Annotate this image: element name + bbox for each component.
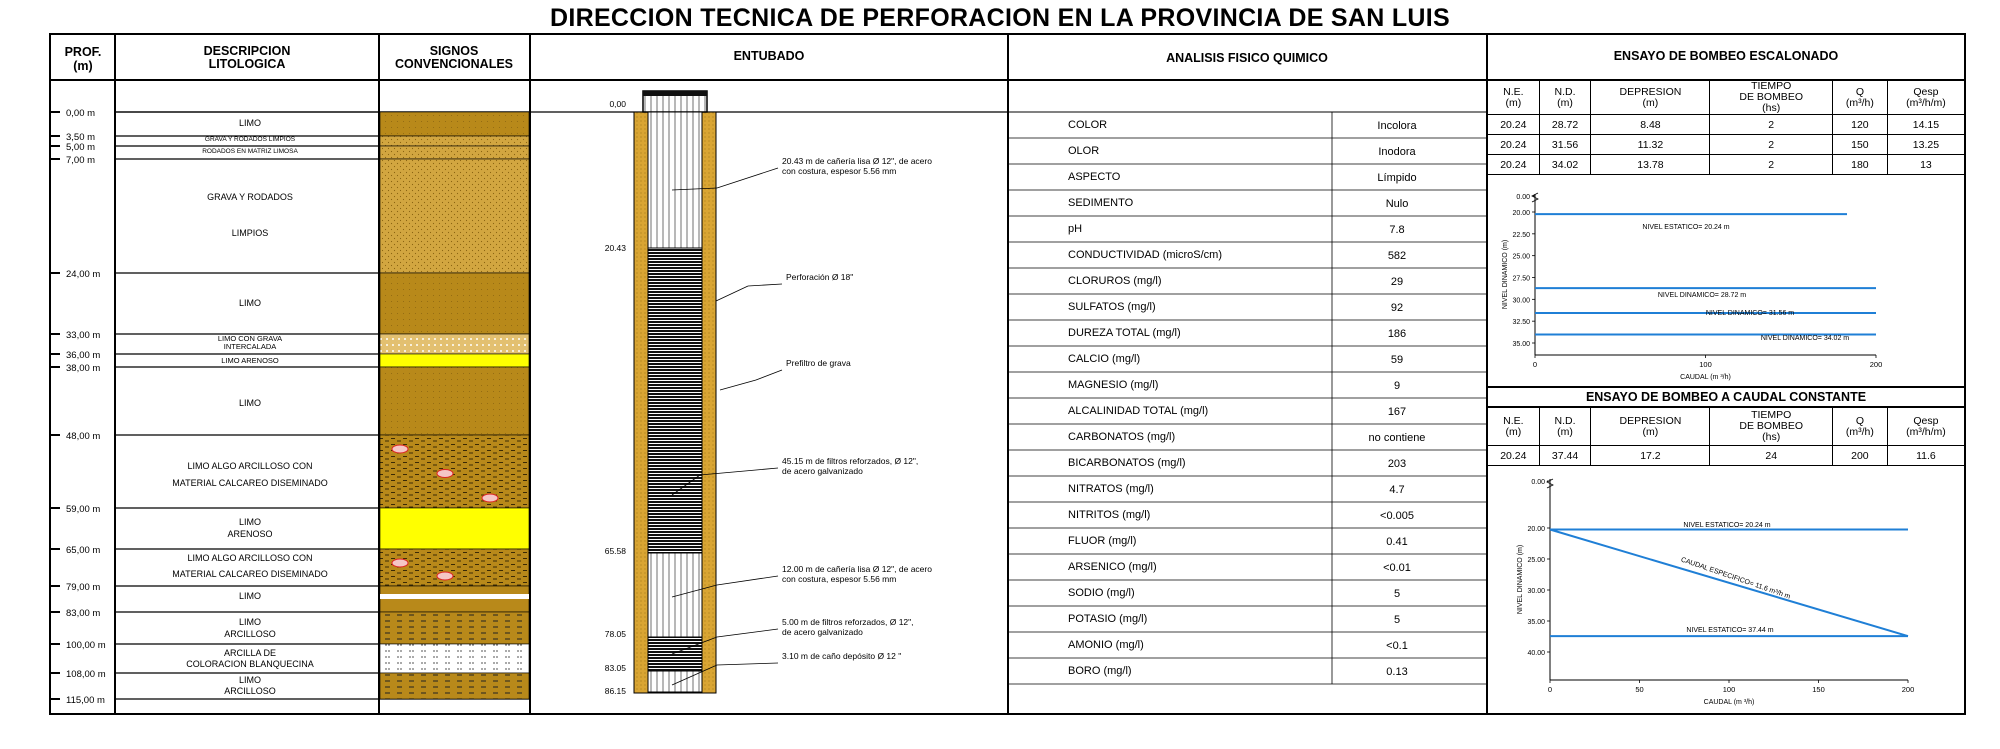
lithology-label: ARCILLA DE	[223, 648, 277, 658]
lithology-label: RODADOS EN MATRIZ LIMOSA	[202, 148, 298, 155]
lithology-label: LIMO	[238, 675, 262, 685]
table-cell: 11.6	[1887, 446, 1964, 466]
table-cell: 20.24	[1488, 155, 1540, 175]
pump-header-tiempo	[1710, 81, 1832, 115]
pump-header-line: (m³/h)	[1845, 425, 1874, 438]
calcareo-nodule	[392, 559, 408, 567]
lithology-symbol-grava	[380, 136, 529, 146]
lithology-label: ARCILLOSO	[224, 629, 276, 639]
lithology-label: GRAVA Y RODADOS	[207, 192, 293, 202]
analisis-value: 0.13	[1386, 666, 1408, 678]
analisis-param: BICARBONATOS (mg/l)	[1068, 457, 1186, 469]
header-prof-line2: (m)	[73, 59, 93, 73]
chart-x-label: CAUDAL (m ³/h)	[1680, 374, 1731, 381]
depth-label: 48,00 m	[66, 431, 101, 442]
analisis-value: <0.1	[1386, 640, 1408, 652]
lithology-label: LIMO ALGO ARCILLOSO CON	[187, 553, 313, 563]
casing-depth-label: 20.43	[604, 243, 626, 253]
table-cell: 13	[1887, 155, 1964, 175]
table-cell: 120	[1832, 115, 1887, 135]
pump-header-line: (m³/h/m)	[1906, 96, 1946, 109]
analisis-value: 7.8	[1389, 224, 1405, 236]
analisis-value: 5	[1393, 614, 1401, 626]
casing-blank-1	[648, 112, 702, 248]
casing-annotation: Prefiltro de grava	[786, 358, 851, 368]
pump-header-nd	[1539, 81, 1591, 115]
chart-y-tick-label: 30.00	[1527, 588, 1545, 595]
annotation-leader	[717, 629, 778, 637]
chart-series-label: NIVEL DINAMICO= 28.72 m	[1657, 292, 1747, 299]
chart-y-tick-label: 0.00	[1516, 194, 1530, 201]
chart-x-tick-label: 200	[1869, 360, 1883, 369]
axis-break-icon	[1547, 479, 1553, 488]
lithology-label: COLORACION BLANQUECINA	[186, 659, 314, 669]
casing-annotation: 45.15 m de filtros reforzados, Ø 12",	[782, 456, 919, 466]
lithology-label: MATERIAL CALCAREO DISEMINADO	[172, 569, 328, 579]
analisis-param: SULFATOS (mg/l)	[1068, 301, 1156, 313]
pump-header-line: (m)	[1642, 96, 1659, 109]
annotation-leader	[716, 286, 748, 301]
table-row	[1488, 446, 1965, 466]
annotation-leader	[717, 576, 778, 585]
pump-header-line: N.E.	[1503, 414, 1524, 427]
chart-x-tick-label: 100	[1722, 685, 1736, 694]
table-cell: 34.02	[1539, 155, 1591, 175]
table-cell: 14.15	[1887, 115, 1964, 135]
header-descripcion-line1: DESCRIPCION	[203, 44, 291, 58]
calcareo-nodule	[437, 470, 453, 478]
pump-header-line: TIEMPO	[1751, 80, 1792, 92]
depth-label: 5,00 m	[66, 142, 96, 153]
analisis-value: 582	[1387, 250, 1407, 262]
analisis-value: <0.01	[1383, 562, 1411, 574]
chart-y-tick-label: 0.00	[1531, 479, 1545, 486]
screen-2	[648, 637, 702, 671]
lithology-symbol-limo	[380, 273, 529, 334]
table-cell: 150	[1832, 135, 1887, 155]
lithology-label: LIMO CON GRAVA	[217, 334, 283, 343]
sump-pipe	[648, 671, 702, 692]
analisis-value: Nulo	[1385, 198, 1409, 210]
analisis-value: 29	[1390, 276, 1404, 288]
lithology-label: ARENOSO	[227, 529, 273, 539]
lithology-label: MATERIAL CALCAREO DISEMINADO	[172, 478, 328, 488]
analisis-param: SODIO (mg/l)	[1068, 587, 1135, 599]
depth-label: 65,00 m	[66, 545, 101, 556]
header-entubado: ENTUBADO	[733, 49, 805, 63]
lithology-label: LIMO ARENOSO	[221, 356, 279, 365]
table-row	[1488, 155, 1965, 175]
table-escalonado	[1487, 80, 1965, 175]
table-cell: 24	[1710, 446, 1832, 466]
calcareo-nodule	[392, 445, 408, 453]
analisis-param: SEDIMENTO	[1068, 197, 1134, 209]
analisis-value: 9	[1393, 380, 1401, 392]
pump-header-line: N.E.	[1503, 85, 1524, 98]
lithology-symbol-arcilloso	[380, 673, 529, 699]
chart-y-tick-label: 35.00	[1527, 619, 1545, 626]
chart-series-label: CAUDAL ESPECIFICO= 11.6 m³/h m	[1679, 556, 1792, 601]
pump-header-line: DEPRESION	[1619, 414, 1682, 427]
lithology-label: LIMPIOS	[231, 228, 269, 238]
analisis-param: CARBONATOS (mg/l)	[1068, 431, 1176, 443]
chart-series-line	[1550, 529, 1908, 636]
table-cell: 13.25	[1887, 135, 1964, 155]
analisis-param: COLOR	[1068, 119, 1108, 131]
depth-label: 0,00 m	[66, 108, 96, 119]
chart-escalonado	[1502, 193, 1882, 381]
depth-label: 38,00 m	[66, 363, 101, 374]
pump-header-line: Qesp	[1913, 85, 1939, 98]
lithology-label: LIMO	[238, 617, 262, 627]
pump-header-tiempo	[1710, 408, 1832, 446]
pump-header-line: (hs)	[1762, 102, 1781, 114]
analisis-param: AMONIO (mg/l)	[1068, 639, 1144, 651]
analisis-param: ARSENICO (mg/l)	[1068, 561, 1157, 573]
header-bombeo-escalonado: ENSAYO DE BOMBEO ESCALONADO	[1613, 49, 1839, 63]
pump-header-ne	[1488, 408, 1540, 446]
casing-depth-label: 0,00	[609, 99, 626, 109]
analisis-param: ALCALINIDAD TOTAL (mg/l)	[1068, 405, 1209, 417]
chart-x-label: CAUDAL (m ³/h)	[1703, 699, 1755, 706]
chart-y-tick-label: 20.00	[1512, 210, 1530, 217]
casing-annotation: 12.00 m de cañería lisa Ø 12", de acero	[782, 564, 932, 574]
analisis-value: no contiene	[1368, 432, 1426, 444]
casing-annotation: con costura, espesor 5.56 mm	[782, 574, 897, 584]
chart-series-label: NIVEL DINAMICO= 31.56 m	[1705, 310, 1795, 317]
analisis-value: 92	[1390, 302, 1404, 314]
pump-header-line: (m)	[1505, 96, 1522, 109]
analisis-param: FLUOR (mg/l)	[1068, 535, 1137, 547]
analisis-value: Inodora	[1378, 146, 1416, 158]
casing-annotation: Perforación Ø 18"	[786, 272, 854, 282]
chart-series-label: NIVEL ESTATICO= 37.44 m	[1686, 627, 1774, 634]
analisis-value: 5	[1393, 588, 1401, 600]
header-signos-line2: CONVENCIONALES	[394, 57, 514, 71]
lithology-label: LIMO	[238, 118, 262, 128]
table-cell: 200	[1832, 446, 1887, 466]
pump-header-line: TIEMPO	[1751, 409, 1792, 421]
calcareo-nodule	[482, 494, 498, 502]
analisis-value: 0.41	[1386, 536, 1408, 548]
chart-x-tick-label: 200	[1901, 685, 1915, 694]
chart-y-tick-label: 35.00	[1512, 341, 1530, 348]
lithology-label: LIMO	[238, 398, 262, 408]
table-cell: 180	[1832, 155, 1887, 175]
lithology-label: LIMO	[238, 298, 262, 308]
chart-series-label: NIVEL ESTATICO= 20.24 m	[1683, 522, 1771, 529]
pump-header-q	[1832, 408, 1887, 446]
lithology-symbol-limo	[380, 367, 529, 435]
pump-header-line: N.D.	[1554, 414, 1576, 427]
casing-annotation: de acero galvanizado	[782, 627, 863, 637]
lithology-symbol-blanca	[380, 644, 529, 673]
chart-x-tick-label: 100	[1699, 360, 1712, 369]
chart-series-label: NIVEL DINAMICO= 34.02 m	[1760, 335, 1850, 342]
analisis-param: DUREZA TOTAL (mg/l)	[1068, 327, 1181, 339]
chart-y-tick-label: 30.00	[1512, 297, 1530, 305]
table-cell: 37.44	[1539, 446, 1591, 466]
annotation-leader	[748, 284, 782, 286]
depth-label: 83,00 m	[66, 608, 101, 619]
pump-header-line: (m)	[1642, 425, 1659, 438]
lithology-column	[172, 112, 529, 699]
depth-label: 36,00 m	[66, 350, 101, 361]
pump-header-line: DE BOMBEO	[1739, 420, 1803, 432]
table-cell: 2	[1710, 115, 1832, 135]
table-cell: 17.2	[1591, 446, 1710, 466]
header-descripcion-line2: LITOLOGICA	[208, 57, 286, 71]
chart-y-tick-label: 25.00	[1527, 557, 1545, 564]
header-signos-line1: SIGNOS	[429, 44, 479, 58]
header-analisis: ANALISIS FISICO QUIMICO	[1166, 51, 1328, 65]
annotation-leader	[720, 380, 756, 390]
axis-break-icon	[1532, 193, 1538, 202]
depth-label: 59,00 m	[66, 504, 101, 515]
casing-cap	[643, 91, 707, 96]
table-constante	[1487, 407, 1965, 466]
casing-annotation: con costura, espesor 5.56 mm	[782, 166, 897, 176]
analisis-param: NITRITOS (mg/l)	[1068, 509, 1151, 521]
chart-x-tick-label: 0	[1547, 685, 1553, 694]
casing-annotation: de acero galvanizado	[782, 466, 863, 476]
lithology-symbol-limograva	[380, 334, 529, 354]
pump-header-line: N.D.	[1554, 85, 1576, 98]
lithology-label: LIMO ALGO ARCILLOSO CON	[187, 461, 313, 471]
depth-label: 79,00 m	[66, 582, 101, 593]
table-row	[1488, 135, 1965, 155]
casing-depth-label: 78.05	[604, 629, 626, 639]
pump-header-line: DE BOMBEO	[1739, 91, 1803, 103]
annotation-leader	[717, 168, 778, 188]
chart-constante	[1517, 479, 1914, 706]
chart-x-tick-label: 50	[1635, 685, 1644, 694]
casing-depth-label: 65.58	[604, 546, 626, 556]
depth-label: 100,00 m	[66, 640, 106, 651]
casing-blank-2	[648, 553, 702, 637]
casing-annotation: 5.00 m de filtros reforzados, Ø 12",	[782, 617, 914, 627]
analisis-param: OLOR	[1068, 145, 1100, 157]
depth-label: 3,50 m	[66, 132, 96, 143]
depth-label: 33,00 m	[66, 330, 101, 341]
calcareo-nodule	[437, 572, 453, 580]
well-construction	[605, 91, 933, 696]
depth-label: 115,00 m	[66, 695, 105, 706]
pump-header-dep	[1591, 408, 1710, 446]
chart-y-tick-label: 25.00	[1512, 253, 1530, 261]
pump-header-nd	[1539, 408, 1591, 446]
analisis-value: <0.005	[1380, 510, 1414, 522]
analisis-param: NITRATOS (mg/l)	[1068, 483, 1154, 495]
pump-header-line: (m)	[1505, 425, 1522, 438]
table-cell: 20.24	[1488, 446, 1540, 466]
casing-depth-label: 86.15	[604, 686, 626, 696]
pump-header-line: (hs)	[1762, 431, 1781, 443]
analisis-value: 186	[1387, 328, 1407, 340]
screen-1	[648, 248, 702, 553]
lithology-label: LIMO	[238, 517, 262, 527]
analisis-param: CONDUCTIVIDAD (microS/cm)	[1068, 249, 1222, 261]
table-cell: 31.56	[1539, 135, 1591, 155]
casing-annotation: 20.43 m de cañería lisa Ø 12", de acero	[782, 156, 932, 166]
casing-annotation: 3.10 m de caño depósito Ø 12 "	[782, 651, 902, 661]
pump-header-line: Q	[1855, 85, 1864, 98]
pump-header-line: (m)	[1557, 96, 1573, 109]
analisis-value: Incolora	[1377, 120, 1417, 132]
depth-label: 7,00 m	[66, 155, 96, 166]
page-title: DIRECCION TECNICA DE PERFORACION EN LA PROVINCIA DE SAN LUIS	[550, 4, 1450, 32]
table-cell: 2	[1710, 135, 1832, 155]
lithology-symbol-limo	[380, 112, 529, 136]
chart-y-tick-label: 22.50	[1512, 231, 1530, 239]
lithology-label: ARCILLOSO	[224, 686, 276, 696]
analisis-table	[1008, 112, 1487, 684]
analisis-value: 167	[1387, 406, 1407, 418]
pump-header-dep	[1591, 81, 1710, 115]
lithology-symbol-calcareo	[380, 549, 529, 586]
pump-header-qesp	[1887, 408, 1964, 446]
analisis-param: ASPECTO	[1068, 171, 1121, 183]
lithology-symbol-grava	[380, 159, 529, 273]
table-cell: 2	[1710, 155, 1832, 175]
header-bombeo-constante: ENSAYO DE BOMBEO A CAUDAL CONSTANTE	[1585, 390, 1867, 404]
chart-x-tick-label: 0	[1532, 360, 1538, 369]
table-cell: 20.24	[1488, 115, 1540, 135]
chart-y-tick-label: 32.50	[1512, 319, 1530, 327]
depth-label: 24,00 m	[66, 269, 101, 280]
lithology-symbol-arenoso	[380, 508, 529, 549]
chart-y-tick-label: 40.00	[1527, 650, 1545, 657]
table-cell: 20.24	[1488, 135, 1540, 155]
analisis-value: Límpido	[1377, 172, 1417, 184]
pump-header-line: DEPRESION	[1619, 85, 1682, 98]
casing-depth-label: 83.05	[604, 663, 626, 673]
table-cell: 28.72	[1539, 115, 1591, 135]
analisis-param: CLORUROS (mg/l)	[1068, 275, 1162, 287]
analisis-value: 59	[1390, 354, 1404, 366]
depth-label: 108,00 m	[66, 669, 106, 680]
analisis-param: pH	[1068, 223, 1083, 235]
analisis-value: 4.7	[1389, 484, 1405, 496]
pump-header-line: (m)	[1557, 425, 1573, 438]
chart-x-tick-label: 150	[1812, 685, 1825, 694]
annotation-leader	[756, 370, 782, 380]
chart-series-label: NIVEL ESTATICO= 20.24 m	[1642, 224, 1730, 231]
table-cell: 13.78	[1591, 155, 1710, 175]
lithology-symbol-arenoso	[380, 354, 529, 367]
analisis-value: 203	[1387, 458, 1407, 470]
analisis-param: CALCIO (mg/l)	[1068, 353, 1141, 365]
lithology-symbol-grava	[380, 146, 529, 159]
pump-header-q	[1832, 81, 1887, 115]
header-prof-line1: PROF.	[64, 45, 102, 59]
analisis-param: BORO (mg/l)	[1068, 665, 1132, 677]
pump-header-line: (m³/h)	[1845, 96, 1874, 109]
annotation-leader	[717, 663, 778, 665]
chart-y-tick-label: 20.00	[1527, 526, 1545, 533]
table-cell: 8.48	[1591, 115, 1710, 135]
chart-y-tick-label: 27.50	[1512, 275, 1530, 283]
lithology-label: LIMO	[238, 591, 262, 601]
pump-header-line: (m³/h/m)	[1906, 425, 1946, 438]
pump-header-line: Qesp	[1913, 414, 1939, 427]
table-cell: 11.32	[1591, 135, 1710, 155]
chart-y-label: NIVEL DINAMICO (m)	[1502, 239, 1509, 310]
lithology-label: GRAVA Y RODADOS LIMPIOS	[204, 136, 296, 143]
lithology-symbol-arcilloso	[380, 612, 529, 644]
analisis-param: MAGNESIO (mg/l)	[1068, 379, 1159, 391]
chart-y-label: NIVEL DINAMICO (m)	[1517, 544, 1524, 615]
lithology-band	[380, 594, 529, 599]
pump-header-ne	[1488, 81, 1540, 115]
table-row	[1488, 115, 1965, 135]
analisis-param: POTASIO (mg/l)	[1068, 613, 1148, 625]
lithology-label: INTERCALADA	[223, 342, 277, 351]
pump-header-line: Q	[1855, 414, 1864, 427]
pump-header-qesp	[1887, 81, 1964, 115]
